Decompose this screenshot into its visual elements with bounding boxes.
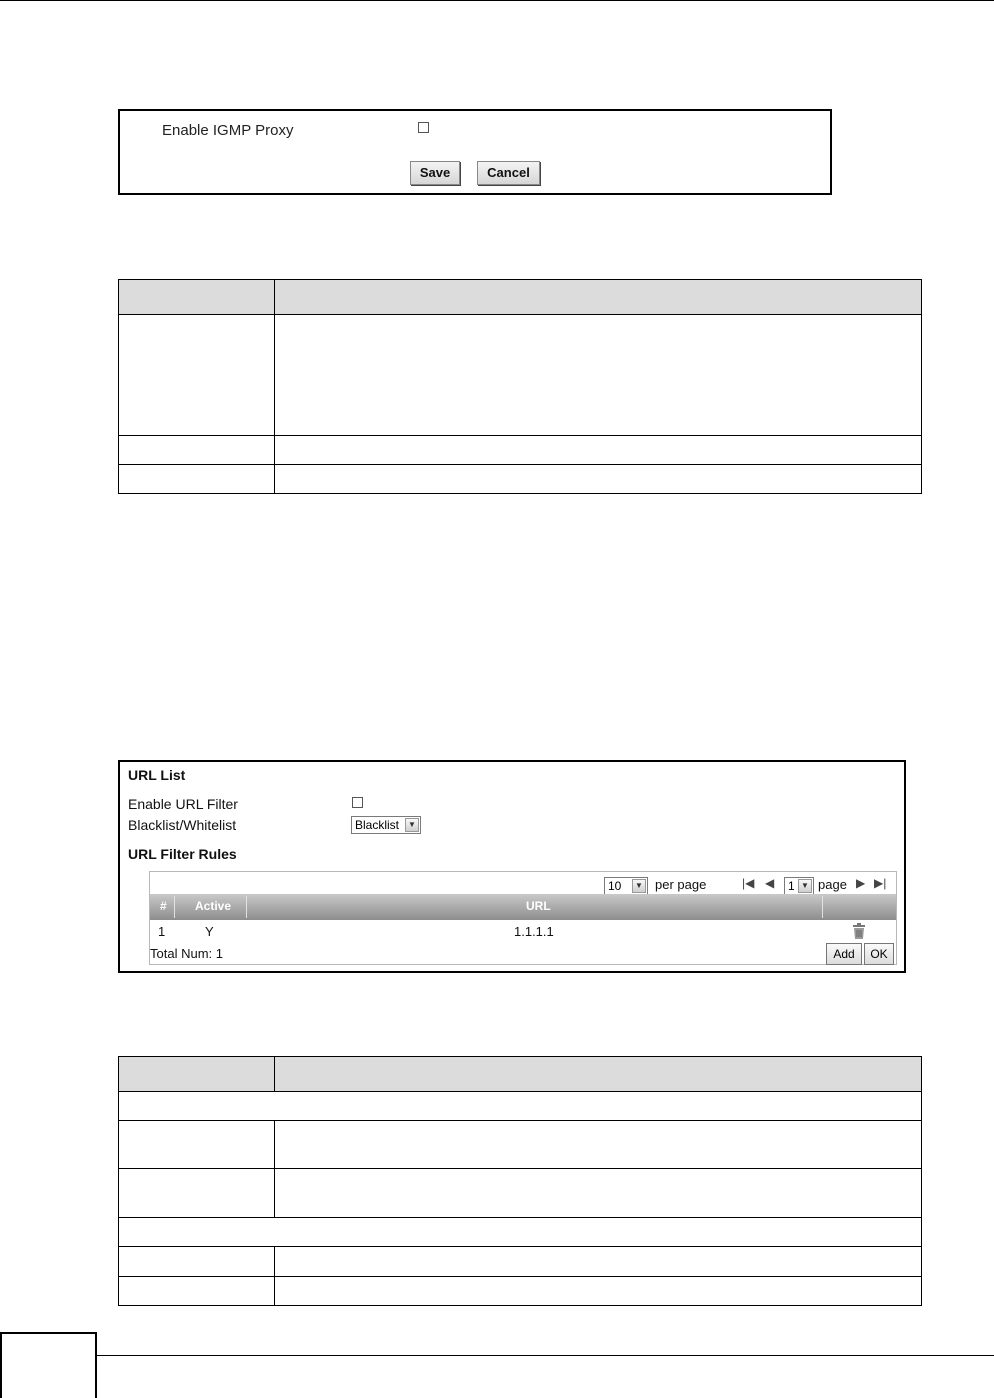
ok-button[interactable]: OK (864, 943, 894, 965)
table-row (119, 436, 922, 465)
igmp-proxy-panel (118, 109, 832, 195)
table-row (119, 315, 922, 436)
next-page-icon[interactable]: ▶ (856, 876, 866, 890)
row-number: 1 (158, 924, 166, 939)
blacklist-whitelist-select[interactable] (351, 816, 421, 834)
url-filter-description-table (118, 1056, 922, 1306)
column-separator (246, 896, 247, 918)
blacklist-whitelist-label: Blacklist/Whitelist (128, 817, 237, 833)
table-header-row (119, 1057, 922, 1092)
enable-url-filter-label: Enable URL Filter (128, 796, 238, 812)
table-row (119, 1169, 922, 1218)
chevron-down-icon: ▼ (405, 818, 419, 832)
column-header-number: # (160, 899, 167, 913)
table-section-row (119, 1218, 922, 1247)
column-header-active: Active (195, 899, 232, 913)
add-button[interactable]: Add (826, 943, 862, 965)
blacklist-whitelist-value: Blacklist (355, 818, 400, 832)
footer-rule (97, 1355, 994, 1356)
igmp-description-table (118, 279, 922, 494)
table-row (119, 465, 922, 494)
page-value: 1 (788, 879, 795, 893)
header-rule (0, 0, 994, 1)
per-page-label: per page (655, 877, 707, 892)
table-row (150, 922, 896, 942)
trash-icon[interactable] (852, 923, 866, 940)
row-active: Y (205, 924, 214, 939)
table-row (119, 1247, 922, 1277)
page-select[interactable] (784, 877, 814, 895)
chevron-down-icon: ▼ (798, 879, 812, 893)
table-row (119, 1121, 922, 1169)
per-page-select[interactable] (604, 877, 648, 895)
url-filter-panel (118, 760, 906, 973)
save-button[interactable]: Save (410, 161, 460, 185)
row-url: 1.1.1.1 (514, 924, 554, 939)
page-number-box (0, 1332, 97, 1398)
first-page-icon[interactable]: |◀ (742, 876, 755, 890)
total-num: Total Num: 1 (150, 946, 223, 961)
column-separator (822, 896, 823, 918)
column-header-url: URL (526, 899, 551, 913)
url-filter-rules-title: URL Filter Rules (128, 846, 237, 862)
enable-igmp-proxy-checkbox[interactable] (418, 122, 429, 133)
chevron-down-icon: ▼ (632, 879, 646, 893)
url-list-title: URL List (128, 767, 186, 783)
page-label: page (818, 877, 847, 892)
enable-url-filter-checkbox[interactable] (352, 797, 363, 808)
table-row (119, 1277, 922, 1306)
previous-page-icon[interactable]: ◀ (765, 876, 775, 890)
per-page-value: 10 (608, 879, 622, 893)
grid-header (150, 894, 896, 920)
table-section-row (119, 1092, 922, 1121)
enable-igmp-proxy-label: Enable IGMP Proxy (162, 122, 294, 139)
last-page-icon[interactable]: ▶| (874, 876, 887, 890)
url-rules-grid (149, 871, 897, 965)
column-separator (174, 896, 175, 918)
cancel-button[interactable]: Cancel (477, 161, 540, 185)
table-header-row (119, 280, 922, 315)
